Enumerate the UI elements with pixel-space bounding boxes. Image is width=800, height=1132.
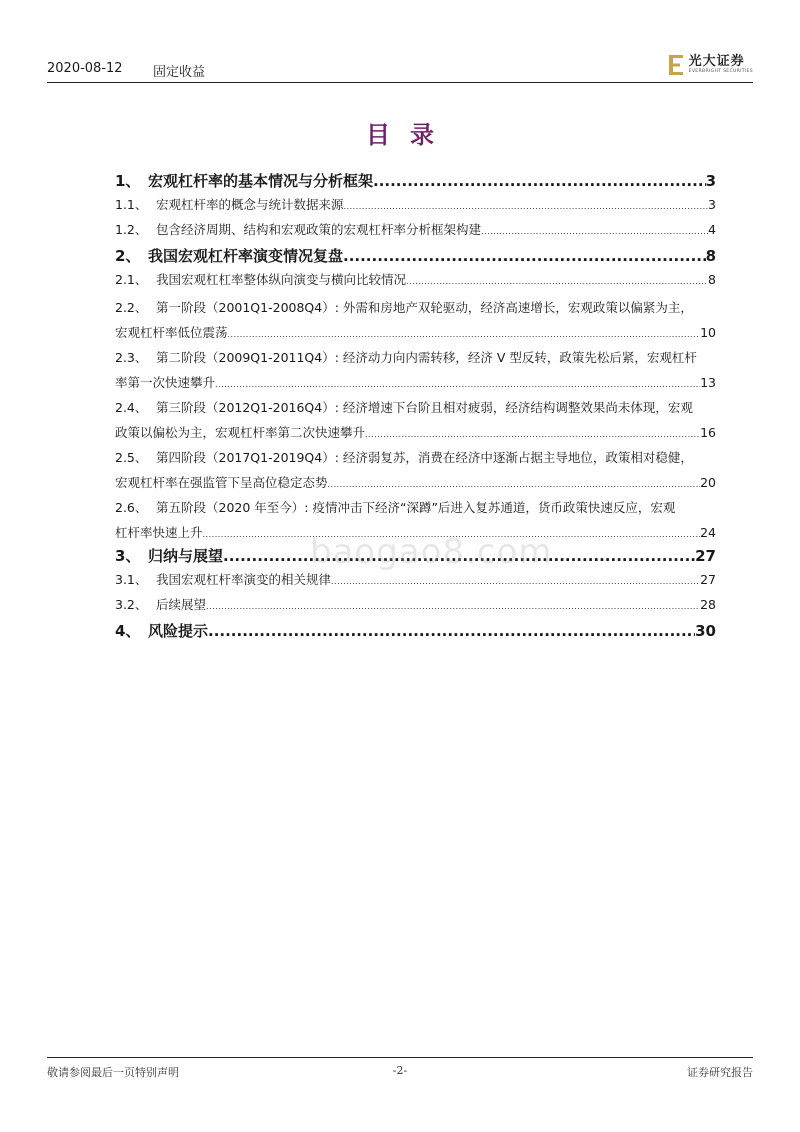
logo-english-name: EVERBRIGHT SECURITIES: [688, 69, 753, 75]
toc-heading: 归纳与展望: [148, 547, 224, 565]
toc-entry-2[interactable]: [115, 245, 716, 270]
toc-number: 1、: [115, 172, 141, 190]
toc-entry-1[interactable]: [115, 170, 716, 195]
toc-heading-continued: 宏观杠杆率在强监管下呈高位稳定态势: [115, 475, 328, 490]
toc-heading-continued: 率第一次快速攀升: [115, 375, 216, 390]
page-footer: [47, 1057, 753, 1082]
toc-heading: 第三阶段（2012Q1-2016Q4）: 经济增速下台阶且相对疲弱，经济结构调整效果尚未体现，宏观: [156, 400, 693, 415]
table-of-contents: [115, 170, 716, 645]
toc-leader: [481, 222, 708, 237]
toc-page-number: 8: [705, 247, 716, 265]
toc-entry-2-3[interactable]: [115, 345, 716, 395]
toc-entry-2-5[interactable]: [115, 445, 716, 495]
toc-leader: [215, 370, 700, 397]
toc-heading: 风险提示: [148, 622, 209, 640]
toc-heading: 第一阶段（2001Q1-2008Q4）: 外需和房地产双轮驱动，经济高速增长，宏观政策以偏紧为主，: [156, 300, 693, 315]
toc-page-number: 20: [700, 475, 716, 490]
toc-number: 2.1、: [115, 272, 148, 287]
toc-page-number: 3: [708, 197, 716, 212]
toc-number: 2.4、: [115, 400, 148, 415]
toc-leader: [228, 320, 701, 347]
toc-entry-4[interactable]: [115, 620, 716, 645]
toc-number: 4、: [115, 622, 141, 640]
toc-page-number: 24: [700, 525, 716, 540]
toc-entry-2-4[interactable]: [115, 395, 716, 445]
toc-heading: 包含经济周期、结构和宏观政策的宏观杠杆率分析框架构建: [156, 222, 482, 237]
toc-number: 2.5、: [115, 450, 148, 465]
toc-number: 3.1、: [115, 572, 148, 587]
toc-page-number: 27: [700, 572, 716, 587]
toc-heading-continued: 宏观杠杆率低位震荡: [115, 325, 228, 340]
toc-leader: [331, 572, 700, 587]
disclaimer-note: 敬请参阅最后一页特别声明: [47, 1066, 179, 1079]
toc-leader: [365, 420, 700, 447]
toc-number: 2.3、: [115, 350, 148, 365]
toc-page-number: 27: [695, 547, 716, 565]
logo-chinese-name: 光大证券: [688, 54, 745, 70]
toc-heading: 第二阶段（2009Q1-2011Q4）: 经济动力向内需转移，经济 V 型反转，政策先松后紧，宏观杠杆: [156, 350, 697, 365]
toc-entry-1-1[interactable]: [115, 195, 716, 220]
toc-heading: 宏观杠杆率的基本情况与分析框架: [148, 172, 374, 190]
toc-page-number: 16: [700, 425, 716, 440]
report-category: 固定收益: [153, 65, 206, 80]
toc-number: 3.2、: [115, 597, 148, 612]
toc-entry-3-2[interactable]: [115, 595, 716, 620]
toc-page-number: 28: [700, 597, 716, 612]
toc-page-number: 8: [708, 272, 716, 287]
toc-heading: 后续展望: [156, 597, 207, 612]
toc-leader: [373, 172, 706, 190]
toc-entry-2-1[interactable]: [115, 270, 716, 295]
everbright-logo: [668, 52, 753, 78]
toc-number: 3、: [115, 547, 141, 565]
report-type: 证券研究报告: [687, 1066, 753, 1079]
toc-page-number: 30: [695, 622, 716, 640]
toc-heading: 宏观杠杆率的概念与统计数据来源: [156, 197, 344, 212]
toc-leader: [343, 247, 706, 265]
page-number: -2-: [392, 1064, 408, 1077]
toc-entry-3-1[interactable]: [115, 570, 716, 595]
toc-number: 1.2、: [115, 222, 148, 237]
toc-heading-continued: 政策以偏松为主，宏观杠杆率第二次快速攀升: [115, 425, 366, 440]
toc-page-number: 13: [700, 375, 716, 390]
toc-heading: 第五阶段（2020 年至今）: 疫情冲击下经济“深蹲”后进入复苏通道，货币政策快速反应，宏观: [156, 500, 676, 515]
toc-leader: [406, 272, 708, 287]
toc-page-number: 3: [705, 172, 716, 190]
watermark: baogao8.com: [310, 532, 553, 572]
toc-leader: [208, 622, 695, 640]
toc-title: 目录: [366, 121, 454, 149]
toc-heading-continued: 杠杆率快速上升: [115, 525, 203, 540]
toc-number: 1.1、: [115, 197, 148, 212]
toc-heading: 我国宏观杠杆率演变的相关规律: [156, 572, 332, 587]
toc-entry-2-2[interactable]: [115, 295, 716, 345]
toc-leader: [344, 197, 709, 212]
toc-entry-1-2[interactable]: [115, 220, 716, 245]
toc-leader: [328, 470, 701, 497]
toc-number: 2、: [115, 247, 141, 265]
toc-number: 2.2、: [115, 300, 148, 315]
toc-heading: 第四阶段（2017Q1-2019Q4）: 经济弱复苏，消费在经济中逐渐占据主导地位，政策相对稳健，: [156, 450, 693, 465]
toc-heading: 我国宏观杠杆率演变情况复盘: [148, 247, 344, 265]
toc-number: 2.6、: [115, 500, 148, 515]
toc-heading: 我国宏观杠杠率整体纵向演变与横向比较情况: [156, 272, 407, 287]
report-date: 2020-08-12: [47, 61, 123, 76]
everbright-logo-icon: [668, 54, 684, 76]
toc-page-number: 4: [708, 222, 716, 237]
page-header: [47, 52, 753, 83]
toc-page-number: 10: [700, 325, 716, 340]
toc-leader: [206, 597, 700, 612]
